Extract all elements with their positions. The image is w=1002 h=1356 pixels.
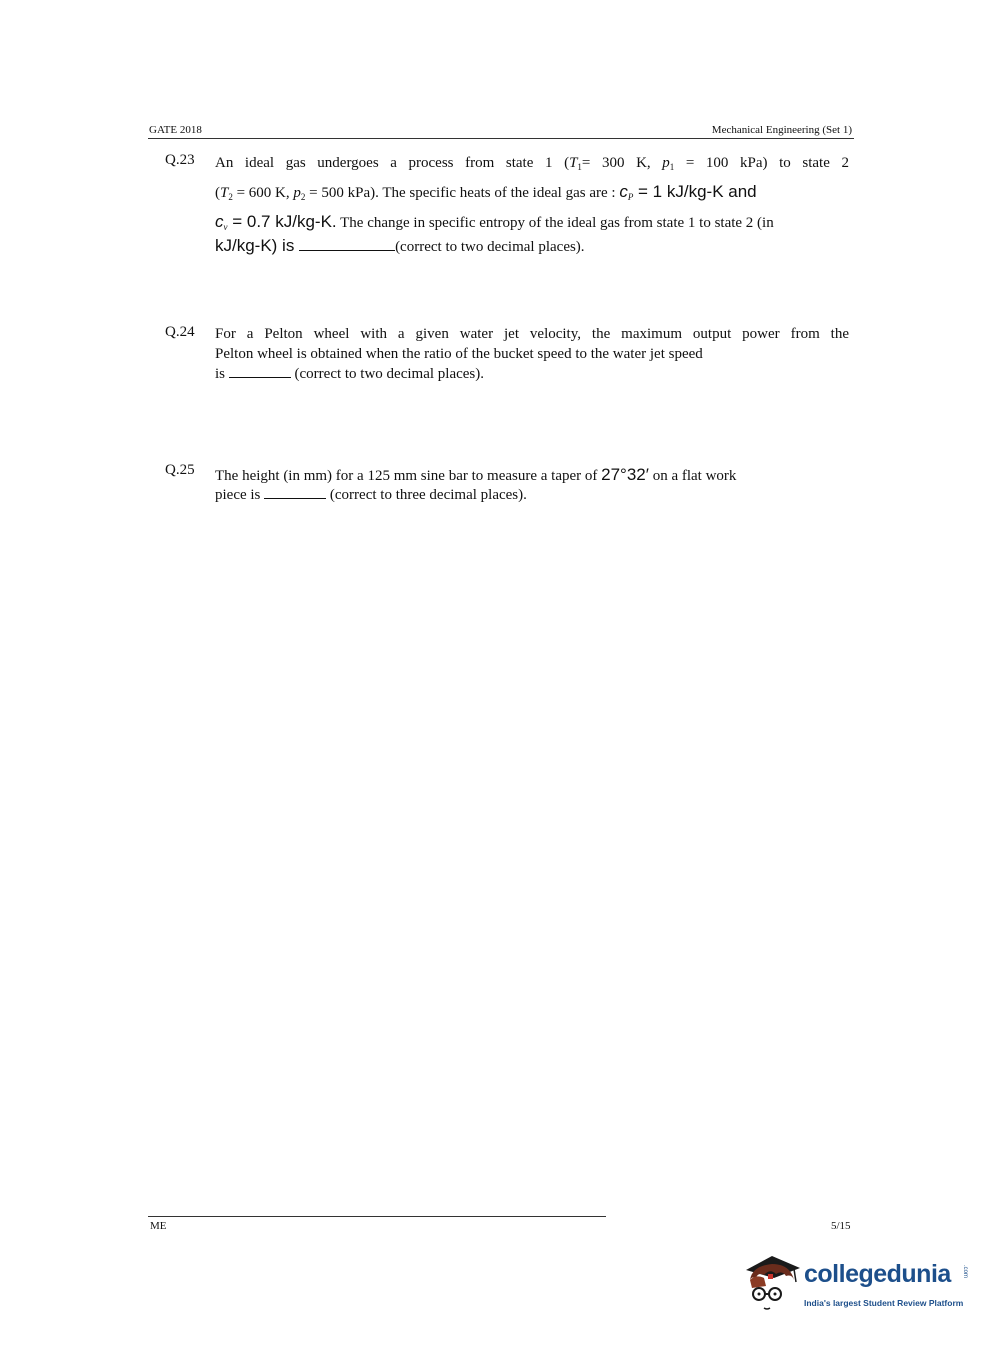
question-23-line-3: [215, 212, 849, 232]
subscript: 2: [228, 192, 233, 202]
header-exam-title: GATE 2018: [149, 124, 202, 136]
question-number-23: Q.23: [165, 152, 195, 168]
answer-blank: [229, 364, 291, 378]
question-23-line-4: [215, 236, 849, 256]
question-number-24: Q.24: [165, 324, 195, 340]
question-number-25: Q.25: [165, 462, 195, 478]
brand-tagline: India's largest Student Review Platform: [804, 1298, 964, 1308]
q23-text: An ideal gas undergoes a process from state 1 (: [215, 155, 570, 171]
subscript: v: [223, 222, 228, 232]
q25-text: piece is: [215, 487, 265, 503]
q23-text: = 500 kPa). The specific heats of the ideal gas are :: [305, 185, 620, 201]
mascot-icon: [742, 1250, 804, 1320]
var-t1: T: [569, 155, 578, 171]
question-23-line-1: [215, 153, 849, 173]
footer-subject-code: ME: [150, 1220, 167, 1232]
question-body-23: [215, 153, 849, 256]
var-cp: c: [619, 182, 628, 201]
brand-name: collegedunia: [804, 1260, 951, 1288]
answer-blank: [264, 485, 326, 499]
subscript: 2: [300, 192, 306, 202]
q23-text: (: [215, 185, 220, 201]
var-p2: p: [293, 185, 301, 201]
question-body-24: [215, 324, 849, 384]
q25-text: on a flat work: [648, 468, 737, 484]
q24-text: is: [215, 366, 229, 382]
subscript: 1: [669, 162, 675, 172]
q23-text: = 1 kJ/kg-K and: [633, 182, 757, 201]
answer-blank: [299, 237, 395, 251]
taper-angle: 27°32′: [601, 465, 649, 484]
question-body-25: [215, 465, 849, 505]
q23-text: (correct to two decimal places).: [395, 239, 585, 255]
question-24-line-1: For a Pelton wheel with a given water jet velocity, the maximum output power from the: [215, 326, 849, 342]
q23-text: = 300 K,: [581, 155, 663, 171]
collegedunia-logo[interactable]: [742, 1250, 972, 1320]
question-24-line-2: Pelton wheel is obtained when the ratio of the bucket speed to the water jet speed: [215, 346, 703, 362]
q23-text: = 600 K,: [232, 185, 294, 201]
header-paper-name: Mechanical Engineering (Set 1): [711, 124, 852, 136]
subscript: P: [627, 192, 634, 202]
q23-text: kJ/kg-K) is: [215, 236, 300, 255]
subscript: 1: [577, 162, 582, 172]
q25-text: The height (in mm) for a 125 mm sine bar to measure a taper of: [215, 468, 602, 484]
var-p1: p: [662, 155, 670, 171]
question-23-line-2: [215, 182, 849, 202]
q24-text: (correct to two decimal places).: [290, 366, 485, 382]
page-number: 5/15: [831, 1220, 851, 1232]
q23-text: = 100 kPa) to state 2: [674, 155, 849, 171]
question-25-line-2: [215, 485, 849, 505]
header-rule: [148, 138, 854, 139]
q23-text: = 0.7 kJ/kg-K.: [227, 212, 337, 231]
var-t2: T: [220, 185, 229, 201]
question-24-line-3: [215, 364, 849, 384]
q25-text: (correct to three decimal places).: [326, 487, 527, 503]
var-cv: c: [215, 212, 224, 231]
footer-rule: [148, 1216, 606, 1217]
question-25-line-1: [215, 465, 849, 485]
q23-text: The change in specific entropy of the ideal gas from state 1 to state 2 (in: [336, 215, 774, 231]
brand-suffix: .com: [962, 1265, 968, 1279]
